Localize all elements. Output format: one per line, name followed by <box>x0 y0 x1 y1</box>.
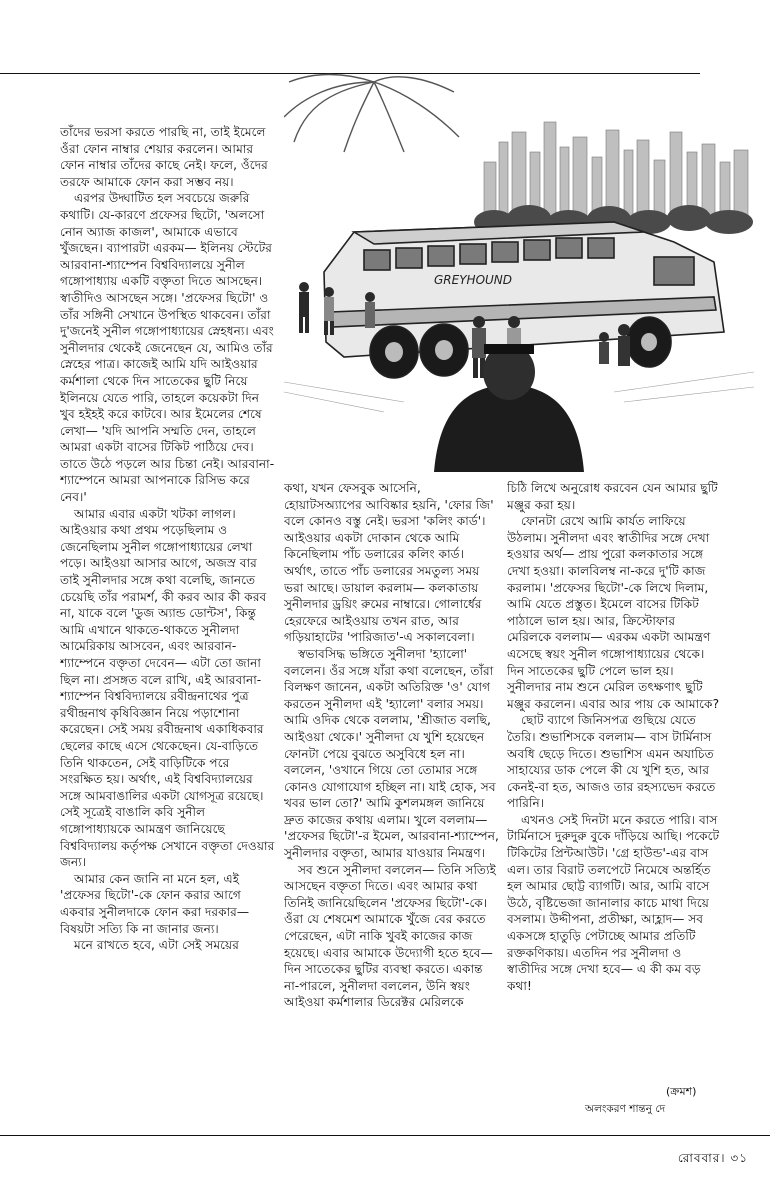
article-column-1 <box>60 124 275 1104</box>
col1-para-5: মনে রাখতে হবে, এটা সেই সময়ের <box>74 938 239 953</box>
col3-para-4: এখনও সেই দিনটা মনে করতে পারি। বাস টার্মিনাসে দুরুদুরু বুকে দাঁড়িয়ে আছি। পকেটে টিকিটের প্রিন্টআউট। 'গ্রে হাউন্ড'-এর বাস এল। তার বিরাট তলপেটে নিমেষে অন্তর্হিত হল আমার ছোট্ট ব্যাগটি। আর, আমি বাসে উঠে, বৃষ্টিভেজা জানালার কাচে মাথা দিয়ে বসলাম। উদ্দীপনা, প্রতীক্ষা, আহ্লাদ— সব একসঙ্গে হাতুড়ি পেটাচ্ছে আমার প্রতিটি রক্তকণিকায়। এতদিন পর সুনীলদা ও স্বাতীদির সঙ্গে দেখা হবে— এ কী কম বড় কথা! <box>507 812 720 993</box>
article-column-3 <box>507 480 722 1080</box>
col3-para-2: ফোনটা রেখে আমি কার্যত লাফিয়ে উঠলাম। সুনীলদা এবং স্বাতীদির সঙ্গে দেখা হওয়ার অর্থ— প্রায় পুরো কলকাতার সঙ্গে দেখা হওয়া। কালবিলম্ব না-করে দু'টি কাজ করলাম। 'প্রফেসর ছিটো'-কে লিখে দিলাম, আমি যেতে প্রস্তুত। ইমেলে বাসের টিকিট পাঠালে ভাল হয়। আর, ক্রিস্টোফার মেরিলকে বললাম— এরকম একটা আমন্ত্রণ এসেছে স্বয়ং সুনীল গঙ্গোপাধ্যায়ের থেকে। দিন সাতেকের ছুটি পেলে ভাল হয়। সুনীলদার নাম শুনে মেরিল তৎক্ষণাৎ ছুটি মঞ্জুর করলেন। এবার আর পায় কে আমাকে? <box>507 514 720 711</box>
illustration-credit: অলংকরণ শান্তনু দে <box>585 1103 666 1115</box>
col3-para-3: ছোট ব্যাগে জিনিসপত্র গুছিয়ে যেতে তৈরি। শুভাশিসকে বললাম— বাস টার্মিনাস অবধি ছেড়ে দিতে। শুভাশিস এমন অযাচিত সাহায্যের ডাক পেলে কী যে খুশি হত, আর কেনই-বা হত, আজও তার রহস্যভেদ করতে পারিনি। <box>507 713 716 811</box>
col2-para-2: স্বভাবসিদ্ধ ভঙ্গিতে সুনীলদা 'হ্যালো' বললেন। ওঁর সঙ্গে যাঁরা কথা বলেছেন, তাঁরা বিলক্ষণ জানেন, একটা অতিরিক্ত 'ও' যোগ করতেন সুনীলদা এই 'হ্যালো' বলার সময়। আমি ওদিক থেকে বললাম, 'শ্রীজাত বলছি, আইওয়া থেকে।' সুনীলদা যে খুশি হয়েছেন ফোনটা পেয়ে বুঝতে অসুবিধে হল না। বললেন, 'ওখানে গিয়ে তো তোমার সঙ্গে কোনও যোগাযোগ হচ্ছিল না। যাই হোক, সব খবর ভাল তো?' আমি কুশলমঙ্গল জানিয়ে দ্রুত কাজের কথায় এলাম। খুলে বললাম— 'প্রফেসর ছিটো'-র ইমেল, আরবানা-শ্যাম্পেন, সুনীলদার বক্তৃতা, আমার যাওয়ার নিমন্ত্রণ। <box>284 646 499 861</box>
bottom-rule <box>0 1135 770 1136</box>
col1-para-2: এরপর উদ্ঘাটিত হল সবচেয়ে জরুরি কথাটি। যে-কারণে প্রফেসর ছিটো, 'অলসো নোন অ্যাজ কাজল', আমাকে এভাবে খুঁজছেন। ব্যাপারটা এরকম— ইলিনয় স্টেটের আরবানা-শ্যাম্পেন বিশ্ববিদ্যালয়ে সুনীল গঙ্গোপাধ্যায় একটি বক্তৃতা দিতে আসছেন। স্বাতীদিও আসছেন সঙ্গে। 'প্রফেসর ছিটো' ও তাঁর সঙ্গিনী সেখানে উপস্থিত থাকবেন। তাঁরা দু'জনেই সুনীল গঙ্গোপাধ্যায়ের স্নেহধন্য। এবং সুনীলদার থেকেই জেনেছেন যে, আমিও তাঁর স্নেহের পাত্র। কাজেই আমি যদি আইওয়ার কর্মশালা থেকে দিন সাতেকের ছুটি নিয়ে ইলিনয়ে যেতে পারি, তাহলে কয়েকটা দিন খুব হইহই করে কাটবে। আর ইমেলের শেষে লেখা— 'যদি আপনি সম্মতি দেন, তাহলে আমরা একটা বাসের টিকিট পাঠিয়ে দেব। তাতে উঠে পড়লে আর চিন্তা নেই। আরবানা-শ্যাম্পেনে আমরা আপনাকে রিসিভ করে নেব।' <box>60 191 275 505</box>
col1-para-1: তাঁদের ভরসা করতে পারছি না, তাই ইমেলে ওঁরা ফোন নাম্বার শেয়ার করলেন। আমার ফোন নাম্বার তাঁদের কাছে নেই। ফলে, ওঁদের তরফে আমাকে ফোন করা সম্ভব নয়। <box>60 125 268 189</box>
illustration <box>284 72 756 472</box>
to-be-continued: (ক্রমশ) <box>666 1085 697 1098</box>
greyhound-bus-illustration <box>284 72 756 472</box>
col1-para-3: আমার এবার একটা খটকা লাগল। আইওয়ার কথা প্রথম পড়েছিলাম ও জেনেছিলাম সুনীল গঙ্গোপাধ্যায়ের লেখা পড়ে। আইওয়া আসার আগে, অজস্র বার তাই সুনীলদার সঙ্গে কথা বলেছি, জানতে চেয়েছি তাঁর পরামর্শ, কী করব আর কী করব না, যাকে বলে 'ডুজ অ্যান্ড ডোন্টস', কিন্তু আমি এখানে থাকতে-থাকতে সুনীলদা আমেরিকায় আসবেন, এবং আরবান-শ্যাম্পেনে বক্তৃতা দেবেন— এটা তো জানা ছিল না। প্রসঙ্গত বলে রাখি, এই আরবানা-শ্যাম্পেন বিশ্ববিদ্যালয়ে রবীন্দ্রনাথের পুত্র রথীন্দ্রনাথ কৃষিবিজ্ঞান নিয়ে পড়াশোনা করেছেন। সেই সময় রবীন্দ্রনাথ একাধিকবার ছেলের কাছে এসে থেকেছেন। যে-বাড়িতে তিনি থাকতেন, সেই বাড়িটিকে পরে সংরক্ষিত হয়। অর্থাৎ, এই বিশ্ববিদ্যালয়ের সঙ্গে আমবাঙালির একটা যোগসূত্র রয়েছে। সেই সূত্রেই বাঙালি কবি সুনীল গঙ্গোপাধ্যায়কে আমন্ত্রণ জানিয়েছে বিশ্ববিদ্যালয় কর্তৃপক্ষ সেখানে বক্তৃতা দেওয়ার জন্য। <box>60 506 275 870</box>
page-folio: রোববার। ৩১ <box>677 1151 748 1165</box>
col2-para-3: সব শুনে সুনীলদা বললেন— তিনি সত্যিই আসছেন বক্তৃতা দিতে। এবং আমার কথা তিনিই জানিয়েছিলেন 'প্রফেসর ছিটো'-কে। ওঁরা যে শেষমেশ আমাকে খুঁজে বের করতে পেরেছেন, এটা নাকি খুবই কাজের কাজ হয়েছে। এবার আমাকে উদ্যোগী হতে হবে— দিন সাতেকের ছুটির ব্যবস্থা করতে। একান্ত না-পারলে, সুনীলদা বললেন, উনি স্বয়ং আইওয়া কর্মশালার ডিরেক্টর মেরিলকে <box>284 862 496 1010</box>
col1-para-4: আমার কেন জানি না মনে হল, এই 'প্রফেসর ছিটো'-কে ফোন করার আগে একবার সুনীলদাকে ফোন করা দরকার— বিষয়টা সত্যি কি না জানার জন্য। <box>60 871 250 936</box>
article-column-2 <box>284 480 500 1105</box>
palm-tree <box>284 75 459 153</box>
col2-para-1: কথা, যখন ফেসবুক আসেনি, হোয়াটসঅ্যাপের আবিষ্কার হয়নি, 'ফোর জি' বলে কোনও বস্তু নেই। ভরসা 'কলিং কার্ড'। আইওয়ার একটা দোকান থেকে আমি কিনেছিলাম পাঁচ ডলারের কলিং কার্ড। অর্থাৎ, তাতে পাঁচ ডলারের সমতুল্য সময় ভরা আছে। ডায়াল করলাম— কলকাতায় সুনীলদার ড্রয়িং রুমের নাম্বারে। গোলার্ধের হেরফেরে আইওয়ায় তখন রাত, আর গড়িয়াহাটের 'পারিজাত'-এ সকালবেলা। <box>284 481 494 645</box>
bus-sign: GREYHOUND <box>434 273 513 287</box>
col3-para-1: চিঠি লিখে অনুরোধ করবেন যেন আমার ছুটি মঞ্জুর করা হয়। <box>507 481 718 512</box>
